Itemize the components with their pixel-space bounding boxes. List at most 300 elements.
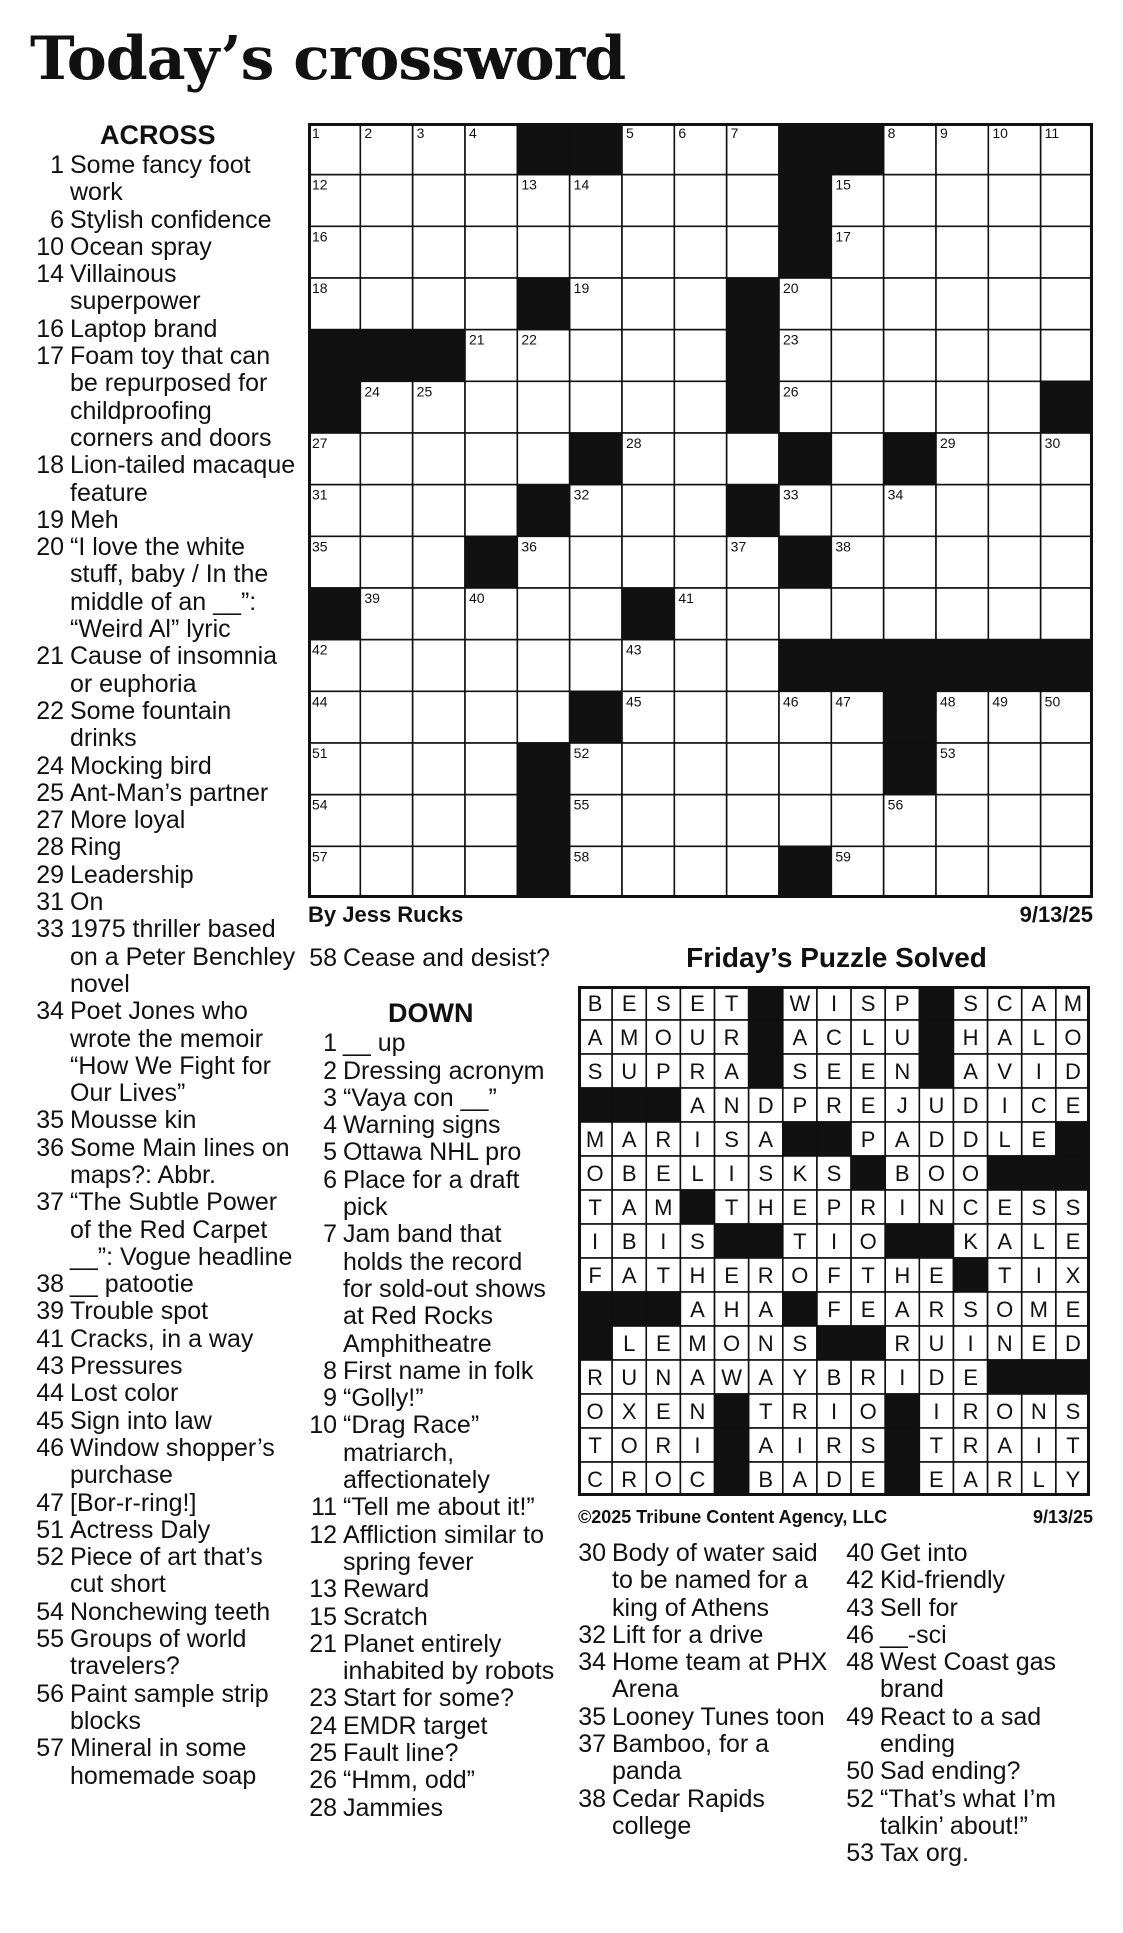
clue-item[interactable]	[30, 889, 300, 916]
black-square	[885, 1428, 919, 1462]
grid-cell[interactable]	[622, 330, 674, 382]
clue-item[interactable]	[572, 1649, 837, 1704]
grid-cell[interactable]	[884, 536, 936, 588]
grid-cell[interactable]	[936, 795, 988, 847]
cell-letter: I	[1035, 1433, 1042, 1458]
clue-text: Villainous superpower	[70, 260, 201, 316]
cell-number: 16	[312, 228, 328, 245]
cell-letter: A	[690, 1093, 705, 1118]
grid-cell[interactable]	[360, 175, 412, 227]
grid-cell[interactable]	[413, 536, 465, 588]
clue-item[interactable]	[303, 1604, 558, 1631]
clue-item[interactable]	[303, 1112, 558, 1139]
clue-number: 39	[36, 1297, 64, 1326]
grid-cell[interactable]	[570, 381, 622, 433]
clue-number: 48	[846, 1648, 874, 1677]
clue-item[interactable]	[30, 1271, 300, 1298]
clue-item[interactable]	[30, 998, 300, 1107]
grid-cell[interactable]	[988, 278, 1040, 330]
grid-cell[interactable]	[727, 795, 779, 847]
grid-cell[interactable]	[831, 278, 883, 330]
clue-number: 9	[323, 1384, 337, 1413]
grid-cell[interactable]	[674, 226, 726, 278]
grid-cell[interactable]	[727, 691, 779, 743]
clue-item[interactable]	[30, 780, 300, 807]
clue-item[interactable]	[30, 507, 300, 534]
cell-letter: P	[826, 1195, 842, 1220]
grid-cell[interactable]	[727, 226, 779, 278]
down-heading: DOWN	[388, 998, 474, 1029]
grid-cell[interactable]	[465, 743, 517, 795]
clue-item[interactable]	[572, 1622, 837, 1649]
black-square	[919, 1020, 953, 1054]
clue-text: Bamboo, for a panda	[612, 1730, 770, 1786]
black-square	[360, 330, 412, 382]
grid-cell[interactable]	[674, 278, 726, 330]
grid-cell[interactable]	[465, 226, 517, 278]
cell-letter: I	[899, 1365, 906, 1390]
grid-cell[interactable]	[674, 381, 726, 433]
black-square	[413, 330, 465, 382]
grid-cell[interactable]	[674, 691, 726, 743]
grid-cell[interactable]	[1041, 536, 1093, 588]
cell-number: 1	[312, 125, 320, 141]
grid-cell[interactable]	[936, 485, 988, 537]
black-square	[308, 330, 360, 382]
grid-cell[interactable]	[727, 743, 779, 795]
clue-text: Lift for a drive	[612, 1620, 764, 1649]
clue-item[interactable]	[30, 1544, 300, 1599]
grid-cell[interactable]	[988, 743, 1040, 795]
grid-cell[interactable]	[936, 226, 988, 278]
grid-cell[interactable]	[1041, 175, 1093, 227]
grid-cell[interactable]	[936, 381, 988, 433]
cell-letter: I	[660, 1229, 667, 1254]
clue-item[interactable]	[303, 1167, 558, 1222]
grid-cell[interactable]	[622, 226, 674, 278]
clue-item[interactable]	[30, 452, 300, 507]
black-square	[715, 1224, 749, 1258]
clue-item[interactable]	[303, 1576, 558, 1603]
clue-text: Nonchewing teeth	[70, 1597, 271, 1626]
grid-cell[interactable]	[727, 588, 779, 640]
grid-cell[interactable]	[727, 433, 779, 485]
clue-item[interactable]	[303, 1795, 558, 1822]
cell-number: 10	[992, 125, 1008, 141]
grid-cell[interactable]	[1041, 485, 1093, 537]
clue-item[interactable]	[303, 1139, 558, 1166]
grid-cell[interactable]	[570, 588, 622, 640]
grid-cell[interactable]	[779, 743, 831, 795]
grid-cell[interactable]	[622, 485, 674, 537]
grid-cell[interactable]	[360, 691, 412, 743]
grid-cell[interactable]	[360, 433, 412, 485]
cell-letter: Y	[792, 1365, 808, 1390]
clue-item[interactable]	[30, 1135, 300, 1190]
grid-cell[interactable]	[1041, 330, 1093, 382]
black-square	[1056, 1156, 1090, 1190]
clue-item[interactable]	[572, 1704, 837, 1731]
grid-cell[interactable]	[936, 536, 988, 588]
clue-item[interactable]	[840, 1704, 1100, 1759]
black-square	[919, 1054, 953, 1088]
clue-text: West Coast gas brand	[880, 1648, 1057, 1704]
clue-item[interactable]	[303, 1412, 558, 1494]
clue-item[interactable]	[30, 862, 300, 889]
clue-item[interactable]	[303, 1631, 558, 1686]
grid-cell[interactable]	[517, 588, 569, 640]
black-square	[1041, 640, 1093, 692]
black-square	[779, 536, 831, 588]
grid-cell[interactable]	[674, 846, 726, 898]
clue-item[interactable]	[840, 1758, 1100, 1785]
cell-letter: D	[962, 1127, 979, 1152]
clue-item[interactable]	[30, 1326, 300, 1353]
grid-cell[interactable]	[622, 536, 674, 588]
grid-cell[interactable]	[831, 743, 883, 795]
grid-cell[interactable]	[831, 330, 883, 382]
grid-cell[interactable]	[622, 743, 674, 795]
clue-item[interactable]	[303, 945, 558, 972]
grid-cell[interactable]	[674, 175, 726, 227]
grid-cell[interactable]	[465, 175, 517, 227]
clue-item[interactable]	[30, 834, 300, 861]
grid-cell[interactable]	[413, 743, 465, 795]
clue-item[interactable]	[303, 1358, 558, 1385]
clue-item[interactable]	[840, 1622, 1100, 1649]
grid-cell[interactable]	[884, 381, 936, 433]
clue-item[interactable]	[303, 1767, 558, 1794]
grid-cell[interactable]	[465, 795, 517, 847]
grid-cell[interactable]	[517, 640, 569, 692]
clue-item[interactable]	[30, 1490, 300, 1517]
grid-cell[interactable]	[988, 536, 1040, 588]
grid-cell[interactable]	[884, 226, 936, 278]
grid-cell[interactable]	[1041, 743, 1093, 795]
clue-item[interactable]	[30, 1435, 300, 1490]
cell-number: 55	[573, 796, 590, 813]
clue-text: Get into	[880, 1539, 968, 1567]
grid-cell[interactable]	[988, 485, 1040, 537]
clue-number: 43	[846, 1593, 874, 1622]
cell-letter: S	[792, 1059, 808, 1084]
grid-cell[interactable]	[413, 588, 465, 640]
clue-number: 1	[50, 151, 64, 179]
cell-number: 53	[940, 745, 956, 761]
grid-cell[interactable]	[360, 743, 412, 795]
grid-cell[interactable]	[413, 640, 465, 692]
grid-cell[interactable]	[884, 588, 936, 640]
grid-cell[interactable]	[413, 795, 465, 847]
cell-letter: A	[997, 1229, 1013, 1254]
grid-cell[interactable]	[622, 846, 674, 898]
grid-cell[interactable]	[988, 433, 1040, 485]
grid-cell[interactable]	[988, 330, 1040, 382]
grid-cell[interactable]	[465, 485, 517, 537]
cell-letter: T	[588, 1433, 602, 1458]
cell-letter: B	[826, 1365, 842, 1390]
cell-letter: N	[689, 1399, 706, 1424]
down-clues	[303, 945, 558, 1822]
grid-cell[interactable]	[884, 278, 936, 330]
grid-cell[interactable]	[1041, 846, 1093, 898]
grid-cell[interactable]	[413, 433, 465, 485]
clue-number: 6	[323, 1165, 337, 1194]
clue-text: Cause of insomnia or euphoria	[70, 642, 278, 698]
clue-number: 52	[846, 1784, 874, 1813]
cell-letter: E	[860, 1467, 876, 1492]
clue-text: “I love the white stuff, baby / In the middle of an __”: “Weird Al” lyric	[70, 533, 269, 644]
cell-letter: C	[1030, 1093, 1047, 1118]
grid-cell[interactable]	[413, 278, 465, 330]
grid-cell[interactable]	[465, 691, 517, 743]
grid-cell[interactable]	[674, 795, 726, 847]
grid-cell[interactable]	[1041, 226, 1093, 278]
clue-item[interactable]	[30, 261, 300, 316]
grid-cell[interactable]	[360, 795, 412, 847]
clue-item[interactable]	[572, 1731, 837, 1786]
grid-cell[interactable]	[988, 795, 1040, 847]
cell-number: 9	[940, 125, 948, 141]
cell-letter: N	[894, 1059, 911, 1084]
cell-letter: I	[694, 1433, 701, 1458]
cell-letter: R	[757, 1263, 774, 1288]
cell-letter: P	[792, 1093, 808, 1118]
grid-cell[interactable]	[674, 536, 726, 588]
black-square	[851, 1326, 885, 1360]
clue-item[interactable]	[303, 1740, 558, 1767]
clue-item[interactable]	[30, 1517, 300, 1544]
grid-cell[interactable]	[831, 381, 883, 433]
grid-cell[interactable]	[622, 175, 674, 227]
grid-cell[interactable]	[884, 846, 936, 898]
clue-item[interactable]	[840, 1649, 1100, 1704]
grid-cell[interactable]	[622, 795, 674, 847]
black-square	[919, 1224, 953, 1258]
grid-cell[interactable]	[360, 846, 412, 898]
clue-item[interactable]	[30, 643, 300, 698]
clue-item[interactable]	[30, 807, 300, 834]
grid-cell[interactable]	[360, 226, 412, 278]
grid-cell[interactable]	[936, 175, 988, 227]
clue-item[interactable]	[30, 1408, 300, 1435]
grid-cell[interactable]	[831, 485, 883, 537]
grid-cell[interactable]	[936, 588, 988, 640]
grid-cell[interactable]	[465, 381, 517, 433]
clue-text: “Vaya con __”	[343, 1083, 497, 1112]
clue-item[interactable]	[30, 698, 300, 753]
grid-cell[interactable]	[988, 381, 1040, 433]
clue-item[interactable]	[30, 1681, 300, 1736]
clue-number: 51	[36, 1515, 64, 1544]
grid-cell[interactable]	[1041, 278, 1093, 330]
cell-letter: A	[690, 1297, 705, 1322]
black-square	[779, 226, 831, 278]
clue-item[interactable]	[30, 1735, 300, 1790]
clue-item[interactable]	[30, 1107, 300, 1134]
clue-item[interactable]	[303, 1058, 558, 1085]
black-square	[517, 743, 569, 795]
clue-item[interactable]	[840, 1595, 1100, 1622]
clue-item[interactable]	[30, 916, 300, 998]
grid-cell[interactable]	[622, 381, 674, 433]
grid-cell[interactable]	[727, 640, 779, 692]
grid-cell[interactable]	[831, 588, 883, 640]
grid-cell[interactable]	[413, 485, 465, 537]
clue-item[interactable]	[303, 1085, 558, 1112]
grid-cell[interactable]	[413, 846, 465, 898]
black-square	[727, 278, 779, 330]
cell-letter: R	[655, 1433, 672, 1458]
clue-item[interactable]	[30, 753, 300, 780]
grid-cell[interactable]	[517, 433, 569, 485]
cell-letter: E	[860, 1093, 876, 1118]
clue-text: Jam band that holds the record for sold-out shows at Red Rocks Amphitheatre	[343, 1220, 546, 1358]
cell-letter: E	[860, 1297, 876, 1322]
cell-number: 28	[626, 435, 642, 451]
grid-cell[interactable]	[884, 175, 936, 227]
grid-cell[interactable]	[570, 536, 622, 588]
clue-item[interactable]	[30, 316, 300, 343]
cell-letter: O	[654, 1467, 672, 1492]
cell-letter: U	[894, 1025, 911, 1050]
clue-number: 18	[36, 451, 64, 480]
grid-cell[interactable]	[674, 640, 726, 692]
cell-letter: R	[791, 1399, 808, 1424]
clue-item[interactable]	[30, 152, 300, 207]
grid-cell[interactable]	[674, 485, 726, 537]
clue-item[interactable]	[303, 1221, 558, 1357]
grid-cell[interactable]	[831, 795, 883, 847]
cell-letter: O	[723, 1331, 741, 1356]
black-square	[783, 1122, 817, 1156]
clue-item[interactable]	[30, 1380, 300, 1407]
grid-cell[interactable]	[465, 846, 517, 898]
clue-number: 34	[36, 997, 64, 1026]
grid-cell[interactable]	[779, 795, 831, 847]
grid-cell[interactable]	[936, 330, 988, 382]
cell-number: 29	[940, 435, 956, 451]
cell-letter: S	[724, 1127, 739, 1152]
clue-item[interactable]	[572, 1540, 837, 1622]
grid-cell[interactable]	[936, 846, 988, 898]
clue-item[interactable]	[303, 1685, 558, 1712]
grid-cell[interactable]	[936, 278, 988, 330]
grid-cell[interactable]	[622, 278, 674, 330]
clue-item[interactable]	[840, 1567, 1100, 1594]
grid-cell[interactable]	[988, 588, 1040, 640]
grid-cell[interactable]	[988, 226, 1040, 278]
clue-item[interactable]	[30, 1599, 300, 1626]
grid-cell[interactable]	[413, 691, 465, 743]
clue-number: 11	[311, 1493, 337, 1522]
cell-letter: P	[894, 991, 910, 1016]
clue-item[interactable]	[840, 1786, 1100, 1841]
grid-cell[interactable]	[1041, 588, 1093, 640]
black-square	[817, 1326, 851, 1360]
clue-item[interactable]	[30, 1189, 300, 1271]
grid-cell[interactable]	[674, 433, 726, 485]
grid-cell[interactable]	[831, 433, 883, 485]
cell-letter: L	[862, 1025, 875, 1050]
clue-item[interactable]	[840, 1540, 1100, 1567]
grid-cell[interactable]	[1041, 795, 1093, 847]
grid-cell[interactable]	[360, 278, 412, 330]
cell-letter: A	[758, 1127, 774, 1152]
cell-letter: J	[896, 1093, 908, 1118]
clue-text: Some Main lines on maps?: Abbr.	[70, 1133, 290, 1189]
clue-item[interactable]	[30, 1626, 300, 1681]
cell-number: 31	[312, 486, 328, 503]
grid-cell[interactable]	[570, 640, 622, 692]
clue-item[interactable]	[30, 343, 300, 452]
grid-cell[interactable]	[360, 485, 412, 537]
clue-number: 28	[36, 833, 64, 862]
clue-item[interactable]	[30, 234, 300, 261]
cell-letter: O	[996, 1399, 1014, 1424]
grid-cell[interactable]	[988, 846, 1040, 898]
clue-item[interactable]	[30, 207, 300, 234]
clue-text: Kid-friendly	[880, 1566, 1006, 1595]
grid-cell[interactable]	[517, 691, 569, 743]
clue-item[interactable]	[30, 1298, 300, 1325]
cell-letter: F	[827, 1263, 841, 1288]
grid-cell[interactable]	[674, 743, 726, 795]
grid-cell[interactable]	[988, 175, 1040, 227]
clue-item[interactable]	[30, 534, 300, 643]
clue-item[interactable]	[840, 1840, 1100, 1867]
grid-cell[interactable]	[413, 175, 465, 227]
clue-item[interactable]	[303, 1494, 558, 1521]
crossword-grid[interactable]	[308, 123, 1093, 898]
clue-text: Ant-Man’s partner	[70, 778, 269, 807]
grid-cell[interactable]	[674, 330, 726, 382]
cell-letter: X	[621, 1399, 637, 1424]
cell-letter: L	[691, 1161, 704, 1186]
cell-letter: U	[621, 1365, 638, 1390]
grid-cell[interactable]	[570, 226, 622, 278]
clue-item[interactable]	[303, 1385, 558, 1412]
grid-cell[interactable]	[884, 330, 936, 382]
clue-item[interactable]	[303, 1030, 558, 1057]
cell-letter: H	[894, 1263, 911, 1288]
cell-letter: H	[689, 1263, 706, 1288]
grid-cell[interactable]	[465, 433, 517, 485]
clue-number: 55	[36, 1625, 64, 1654]
grid-cell[interactable]	[779, 588, 831, 640]
grid-cell[interactable]	[727, 175, 779, 227]
cell-letter: E	[1031, 1127, 1047, 1152]
grid-cell[interactable]	[727, 846, 779, 898]
grid-cell[interactable]	[517, 226, 569, 278]
clue-item[interactable]	[303, 1522, 558, 1577]
grid-cell[interactable]	[413, 226, 465, 278]
grid-cell[interactable]	[465, 640, 517, 692]
grid-cell[interactable]	[570, 330, 622, 382]
clue-number: 26	[309, 1766, 337, 1795]
clue-item[interactable]	[30, 1353, 300, 1380]
grid-cell[interactable]	[465, 278, 517, 330]
cell-letter: A	[621, 1195, 637, 1220]
cell-letter: R	[962, 1433, 979, 1458]
cell-letter: S	[963, 991, 978, 1016]
grid-cell[interactable]	[517, 381, 569, 433]
grid-cell[interactable]	[360, 536, 412, 588]
clue-item[interactable]	[303, 1713, 558, 1740]
cell-number: 45	[626, 693, 642, 710]
clue-item[interactable]	[572, 1786, 837, 1841]
grid-cell[interactable]	[360, 640, 412, 692]
